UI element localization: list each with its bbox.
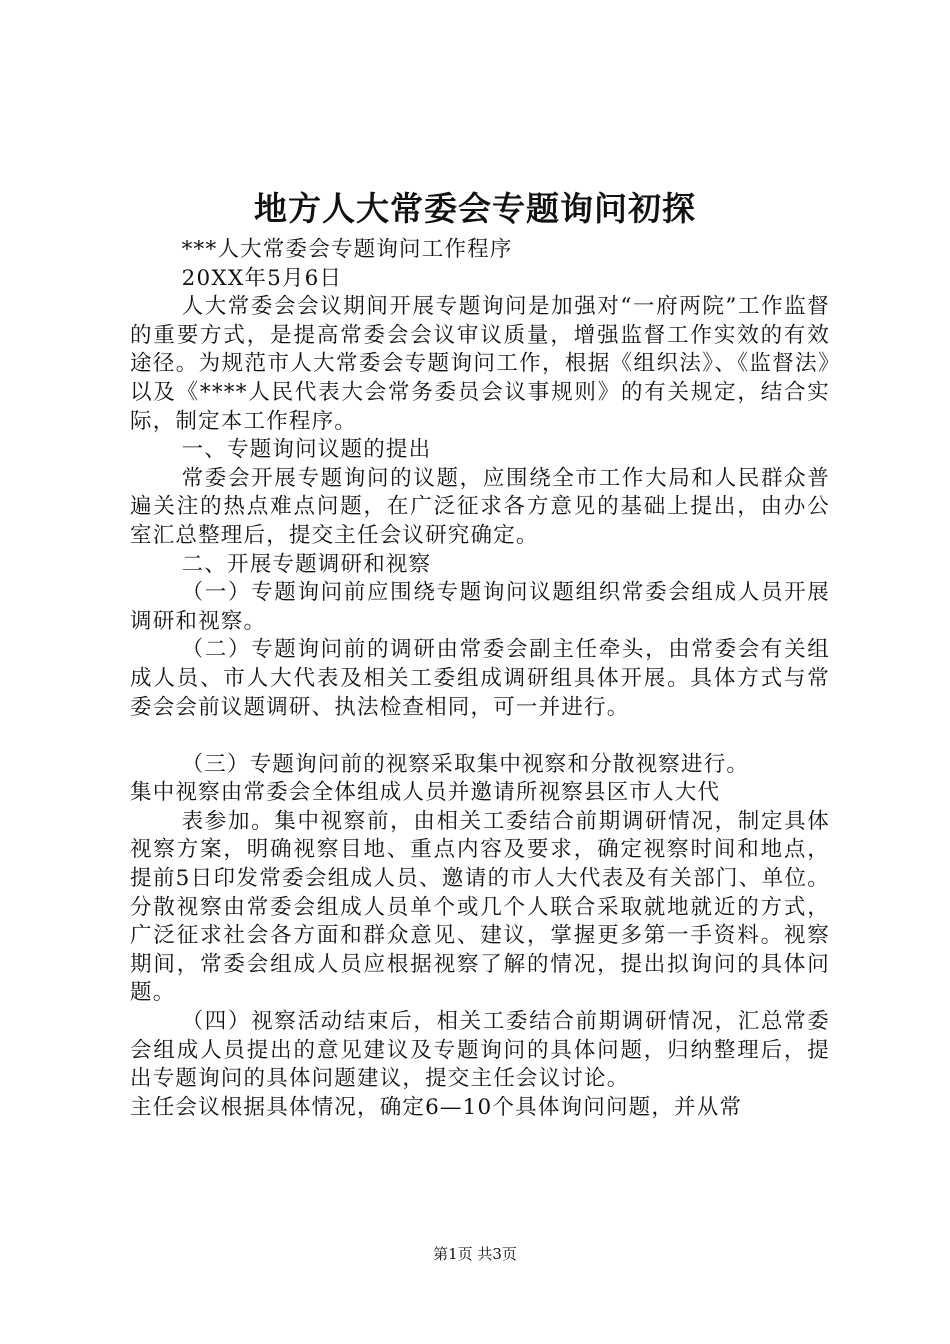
document-title: 地方人大常委会专题询问初探 (254, 189, 696, 228)
paragraph-gap (130, 722, 830, 751)
document-date: 20XX年5月6日 (181, 265, 343, 291)
paragraph-item-3: （三）专题询问前的视察采取集中视察和分散视察进行。 (181, 751, 750, 777)
paragraph-item-4-cont: 主任会议根据具体情况，确定6—10个具体询问问题，并从常 (130, 1094, 743, 1120)
section-heading-1: 一、专题询问议题的提出 (181, 437, 432, 463)
paragraph-item-3-detail: 表参加。集中视察前，由相关工委结合前期调研情况，制定具体视察方案，明确视察目地、重点内容及要求，确定视察时间和地点，提前5日印发常委会组成人员、邀请的市人大代表及有关部门、单位。分散视察由常委会组成人员单个或几个人联合采取就地就近的方式，广泛征求社会各方面和群众意见、建议，掌握更多第一手资料。视察期间，常委会组成人员应根据视察了解的情况，提出拟询问的具体问题。 (130, 808, 830, 1006)
document-body (130, 236, 830, 1122)
page-footer: 第1页 共3页 (433, 1245, 517, 1263)
paragraph-intro: 人大常委会会议期间开展专题询问是加强对“一府两院”工作监督的重要方式，是提高常委会会议审议质量，增强监督工作实效的有效途径。为规范市人大常委会专题询问工作，根据《组织法》、《监督法》以及《****人民代表大会常务委员会议事规则》的有关规定，结合实际，制定本工作程序。 (130, 294, 830, 434)
paragraph-item-1: （一）专题询问前应围绕专题询问议题组织常委会组成人员开展调研和视察。 (130, 580, 830, 634)
paragraph-item-3-cont: 集中视察由常委会全体组成人员并邀请所视察县区市人大代 (130, 780, 721, 806)
paragraph-item-2: （二）专题询问前的调研由常委会副主任牵头，由常委会有关组成人员、市人大代表及相关工委组成调研组具体开展。具体方式与常委会会前议题调研、执法检查相同，可一并进行。 (130, 637, 830, 720)
document-subtitle: ***人大常委会专题询问工作程序 (181, 237, 513, 262)
paragraph-item-4: （四）视察活动结束后，相关工委结合前期调研情况，汇总常委会组成人员提出的意见建议及专题询问的具体问题，归纳整理后，提出专题询问的具体问题建议，提交主任会议讨论。 (130, 1009, 830, 1092)
section-heading-2: 二、开展专题调研和视察 (181, 551, 432, 577)
paragraph-section-1: 常委会开展专题询问的议题，应围绕全市工作大局和人民群众普遍关注的热点难点问题，在广泛征求各方意见的基础上提出，由办公室汇总整理后，提交主任会议研究确定。 (130, 465, 830, 548)
